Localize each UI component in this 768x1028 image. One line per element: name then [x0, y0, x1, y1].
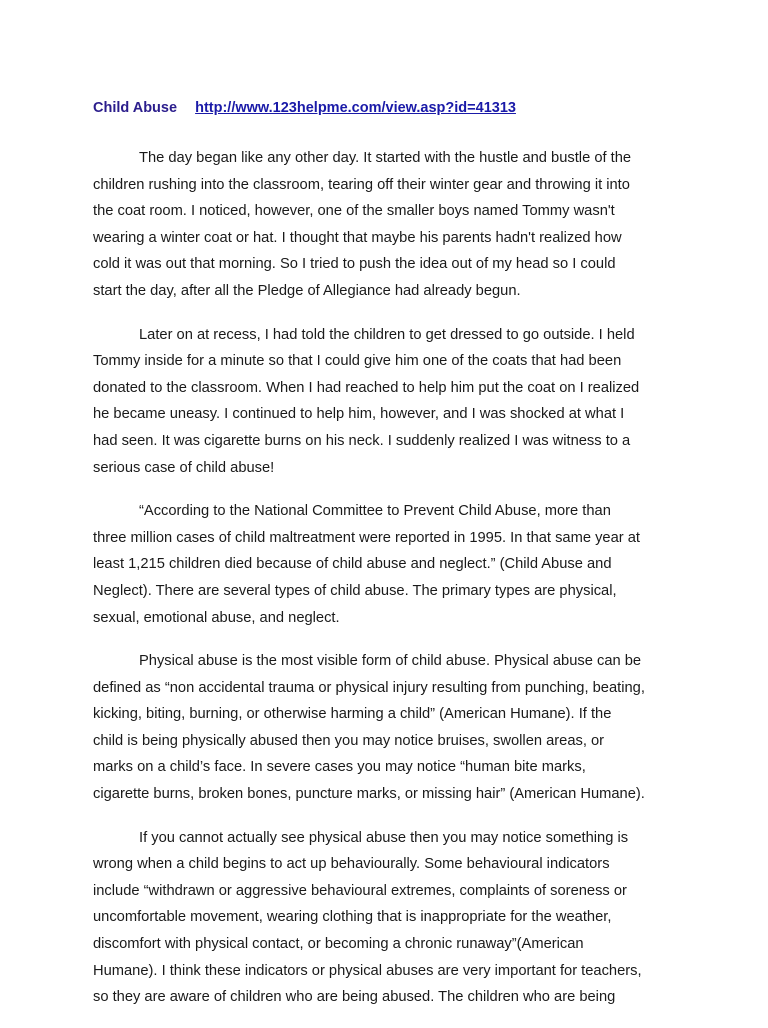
document-header: [93, 100, 516, 116]
paragraph-line: cigarette burns, broken bones, puncture marks, or missing hair” (American Humane).: [93, 786, 645, 803]
paragraph: [93, 825, 673, 1011]
paragraph-line: he became uneasy. I continued to help him, however, and I was shocked at what I: [93, 406, 625, 423]
paragraph-line: wearing a winter coat or hat. I thought that maybe his parents hadn't realized how: [93, 229, 622, 246]
paragraph-line: Humane). I think these indicators or physical abuses are very important for teachers,: [93, 962, 642, 979]
paragraph-line: the coat room. I noticed, however, one of the smaller boys named Tommy wasn't: [93, 203, 615, 220]
paragraph-line: Tommy inside for a minute so that I could give him one of the coats that had been: [93, 353, 622, 370]
paragraph-line: so they are aware of children who are being abused. The children who are being: [93, 989, 616, 1006]
paragraph: [93, 498, 673, 631]
paragraph-line: child is being physically abused then you may notice bruises, swollen areas, or: [93, 732, 605, 749]
paragraph-line: cold it was out that morning. So I tried to push the idea out of my head so I could: [93, 256, 616, 273]
paragraph: [93, 648, 673, 808]
paragraph-line: three million cases of child maltreatment were reported in 1995. In that same year at: [93, 529, 640, 546]
paragraph: [93, 322, 673, 482]
paragraph-line: Physical abuse is the most visible form of child abuse. Physical abuse can be: [139, 653, 642, 670]
source-url-link[interactable]: http://www.123helpme.com/view.asp?id=41313: [195, 100, 516, 116]
paragraph-line: If you cannot actually see physical abuse then you may notice something is: [139, 829, 629, 846]
paragraph-line: kicking, biting, burning, or otherwise harming a child” (American Humane). If the: [93, 706, 612, 723]
paragraph-line: include “withdrawn or aggressive behavioural extremes, complaints of soreness or: [93, 882, 627, 899]
paragraph-line: donated to the classroom. When I had reached to help him put the coat on I realized: [93, 379, 640, 396]
paragraph-line: had seen. It was cigarette burns on his neck. I suddenly realized I was witness to a: [93, 432, 631, 449]
paragraph-line: “According to the National Committee to Prevent Child Abuse, more than: [139, 503, 611, 520]
paragraph-line: serious case of child abuse!: [93, 459, 275, 476]
paragraph-line: uncomfortable movement, wearing clothing that is inappropriate for the weather,: [93, 909, 612, 926]
document-title: Child Abuse: [93, 100, 178, 116]
paragraph-line: sexual, emotional abuse, and neglect.: [93, 609, 340, 626]
paragraph-line: start the day, after all the Pledge of Allegiance had already begun.: [93, 282, 521, 299]
paragraph-line: Later on at recess, I had told the children to get dressed to go outside. I held: [139, 326, 635, 343]
paragraph-line: least 1,215 children died because of child abuse and neglect.” (Child Abuse and: [93, 556, 612, 573]
document-body: [93, 145, 673, 1028]
paragraph-line: defined as “non accidental trauma or physical injury resulting from punching, beating,: [93, 679, 645, 696]
paragraph-line: wrong when a child begins to act up behaviourally. Some behavioural indicators: [93, 856, 610, 873]
paragraph-line: The day began like any other day. It started with the hustle and bustle of the: [139, 150, 632, 166]
paragraph-line: Neglect). There are several types of child abuse. The primary types are physical,: [93, 582, 617, 599]
paragraph-line: discomfort with physical contact, or becoming a chronic runaway”(American: [93, 936, 584, 953]
paragraph: [93, 145, 673, 305]
paragraph-line: marks on a child’s face. In severe cases you may notice “human bite marks,: [93, 759, 586, 776]
paragraph-line: children rushing into the classroom, tearing off their winter gear and throwing it into: [93, 176, 630, 193]
